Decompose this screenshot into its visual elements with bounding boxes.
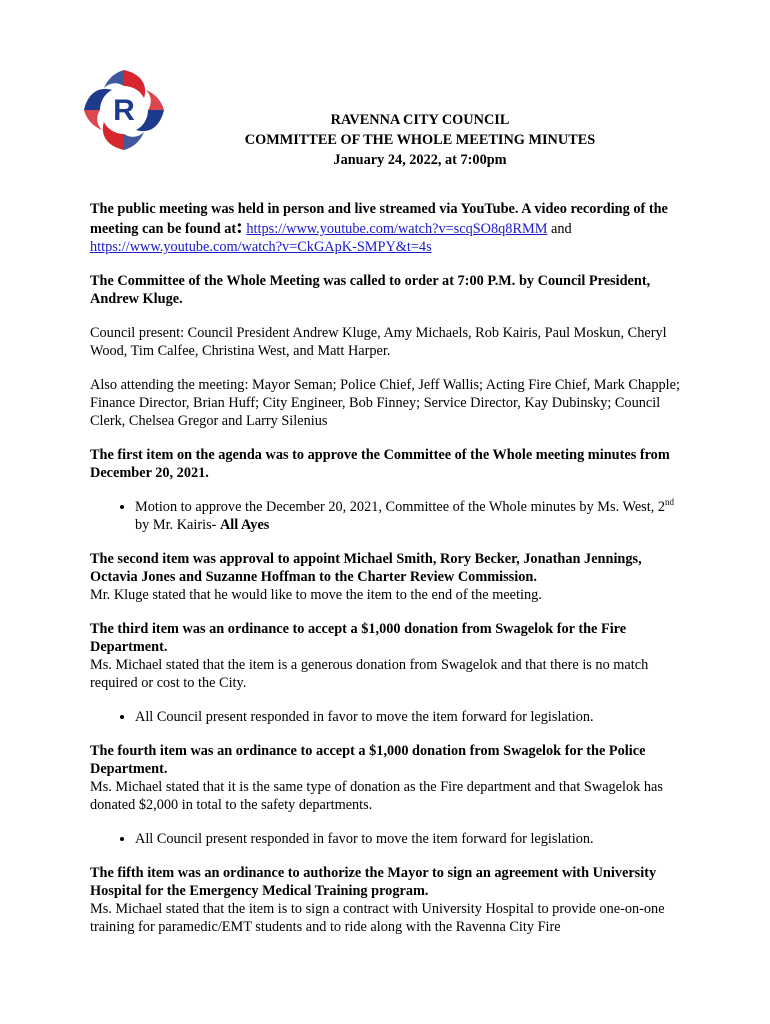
link-conjunction: and	[547, 221, 572, 237]
item3-heading: The third item was an ordinance to accept a $1,000 donation from Swagelok for the Fire Department.	[90, 621, 627, 655]
item3-list	[90, 708, 680, 726]
council-present: Council present: Council President Andrew Kluge, Amy Michaels, Rob Kairis, Paul Moskun, Cheryl Wood, Tim Calfee, Christina West, and Matt Harper.	[90, 325, 667, 359]
intro-paragraph	[90, 200, 680, 256]
item2-heading: The second item was approval to appoint Michael Smith, Rory Becker, Jonathan Jennings, Octavia Jones and Suzanne Hoffman to the Charter Review Commission.	[90, 551, 642, 585]
also-attending: Also attending the meeting: Mayor Seman; Police Chief, Jeff Wallis; Acting Fire Chief, Mark Chapple; Finance Director, Brian Huff; City Engineer, Bob Finney; Service Director, Kay Dubinsky; Council Clerk, Chelsea Gregor and Larry Silenius	[90, 377, 680, 429]
intro-colon: :	[236, 216, 243, 238]
item4-body: Ms. Michael stated that it is the same type of donation as the Fire department and that Swagelok has donated $2,000 in total to the safety departments.	[90, 779, 663, 813]
motion-text: Motion to approve the December 20, 2021, Committee of the Whole minutes by Ms. West, 2	[135, 499, 665, 515]
meeting-date: January 24, 2022, at 7:00pm	[333, 152, 507, 168]
ravenna-logo	[82, 68, 166, 152]
item3-bullet: • All Council present responded in favor to move the item forward for legislation.	[135, 708, 680, 726]
intro-text: The public meeting was held in person and live streamed via YouTube. A video recording of the meeting can be found at	[90, 201, 668, 237]
ordinal-suffix: nd	[665, 497, 674, 508]
item5-body: Ms. Michael stated that the item is to sign a contract with University Hospital to provide one-on-one training for paramedic/EMT students and to ride along with the Ravenna City Fire	[90, 901, 665, 935]
item2-body: Mr. Kluge stated that he would like to move the item to the end of the meeting.	[90, 587, 542, 603]
document-header	[170, 110, 670, 170]
org-name: RAVENNA CITY COUNCIL	[330, 112, 510, 128]
document-title: COMMITTEE OF THE WHOLE MEETING MINUTES	[244, 132, 596, 148]
item1-list	[90, 498, 680, 534]
item4-bullet: • All Council present responded in favor to move the item forward for legislation.	[135, 830, 680, 848]
item3-body: Ms. Michael stated that the item is a generous donation from Swagelok and that there is no match required or cost to the City.	[90, 657, 649, 691]
call-to-order: The Committee of the Whole Meeting was called to order at 7:00 P.M. by Council President, Andrew Kluge.	[90, 273, 651, 307]
item4-list	[90, 830, 680, 848]
item5-heading: The fifth item was an ordinance to authorize the Mayor to sign an agreement with University Hospital for the Emergency Medical Training program.	[90, 865, 657, 899]
youtube-link-1[interactable]: https://www.youtube.com/watch?v=scqSO8q8RMM	[246, 221, 548, 237]
item1-motion	[135, 498, 680, 534]
logo-letter: R	[113, 94, 135, 127]
item4-heading: The fourth item was an ordinance to accept a $1,000 donation from Swagelok for the Police Department.	[90, 743, 646, 777]
youtube-link-2[interactable]: https://www.youtube.com/watch?v=CkGApK-SMPY&t=4s	[90, 239, 432, 255]
minutes-body	[90, 200, 680, 952]
motion-text-2: by Mr. Kairis-	[135, 517, 220, 533]
item1-heading: The first item on the agenda was to approve the Committee of the Whole meeting minutes from December 20, 2021.	[90, 447, 670, 481]
motion-result: All Ayes	[219, 517, 270, 533]
